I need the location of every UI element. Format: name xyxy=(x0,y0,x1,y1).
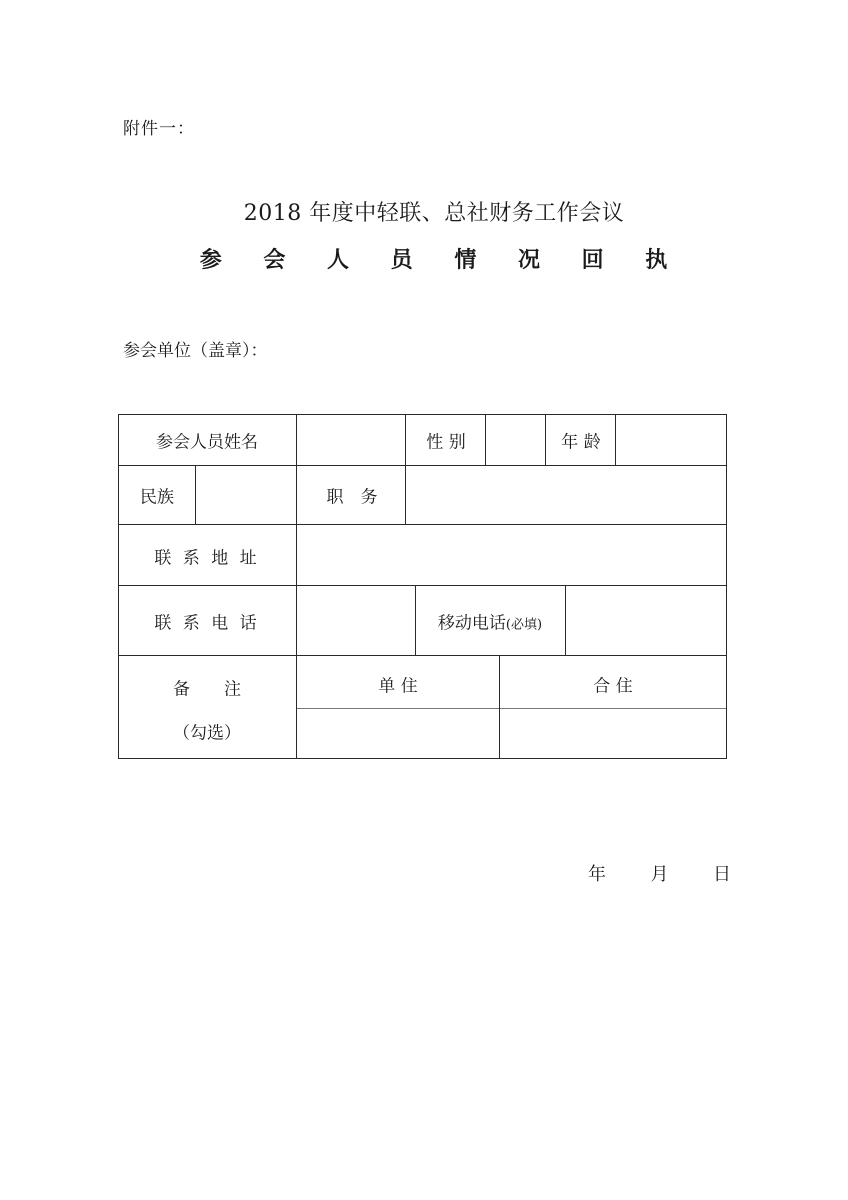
phone-field[interactable] xyxy=(300,595,410,647)
single-room-checkbox-cell[interactable] xyxy=(300,711,495,755)
date-year-label: 年 xyxy=(588,864,607,885)
row-divider xyxy=(118,655,727,656)
mobile-field[interactable] xyxy=(570,595,720,647)
col-divider xyxy=(296,414,297,466)
col-divider xyxy=(615,414,616,466)
shared-room-checkbox-cell[interactable] xyxy=(504,711,722,755)
col-divider xyxy=(405,465,406,525)
remarks-sub-divider xyxy=(296,708,727,709)
mobile-label xyxy=(438,609,542,634)
shared-room-label: 合 住 xyxy=(593,676,633,697)
age-label: 年 龄 xyxy=(561,432,601,453)
phone-label: 联 系 电 话 xyxy=(154,613,260,634)
row-divider xyxy=(118,465,727,466)
table-border-left xyxy=(118,414,119,759)
mobile-required-note: (必填) xyxy=(505,617,543,633)
document-subtitle: 参 会 人 员 情 况 回 执 xyxy=(199,247,685,273)
date-day-label: 日 xyxy=(712,864,732,885)
address-label: 联 系 地 址 xyxy=(154,548,260,569)
position-label: 职 务 xyxy=(326,487,378,508)
attachment-label: 附件一： xyxy=(123,119,195,139)
mobile-label-text: 移动电话 xyxy=(437,613,506,634)
col-divider xyxy=(296,524,297,586)
row-divider xyxy=(118,585,727,586)
gender-field[interactable] xyxy=(490,420,540,460)
row-divider xyxy=(118,524,727,525)
single-room-label: 单 住 xyxy=(378,676,418,697)
col-divider xyxy=(296,465,297,525)
col-divider xyxy=(405,414,406,466)
remarks-hint: （勾选） xyxy=(173,723,241,744)
date-line xyxy=(588,860,732,886)
ethnicity-field[interactable] xyxy=(200,473,290,517)
address-field[interactable] xyxy=(300,533,720,579)
gender-label: 性 别 xyxy=(426,432,466,453)
ethnicity-label: 民族 xyxy=(140,487,174,508)
col-divider xyxy=(415,585,416,656)
col-divider xyxy=(499,655,500,759)
col-divider xyxy=(296,655,297,759)
table-border-right xyxy=(726,414,727,759)
name-field[interactable] xyxy=(310,420,400,460)
date-month-label: 月 xyxy=(650,864,670,885)
age-field[interactable] xyxy=(620,420,720,460)
unit-stamp-label: 参会单位（盖章）： xyxy=(123,341,268,361)
col-divider xyxy=(195,465,196,525)
remarks-label: 备 注 xyxy=(173,679,241,700)
name-label: 参会人员姓名 xyxy=(156,432,258,453)
document-title: 2018 年度中轻联、总社财务工作会议 xyxy=(243,201,625,226)
col-divider xyxy=(545,414,546,466)
table-border-top xyxy=(118,414,727,415)
col-divider xyxy=(565,585,566,656)
col-divider xyxy=(296,585,297,656)
position-field[interactable] xyxy=(410,473,720,517)
col-divider xyxy=(485,414,486,466)
table-border-bottom xyxy=(118,758,727,759)
